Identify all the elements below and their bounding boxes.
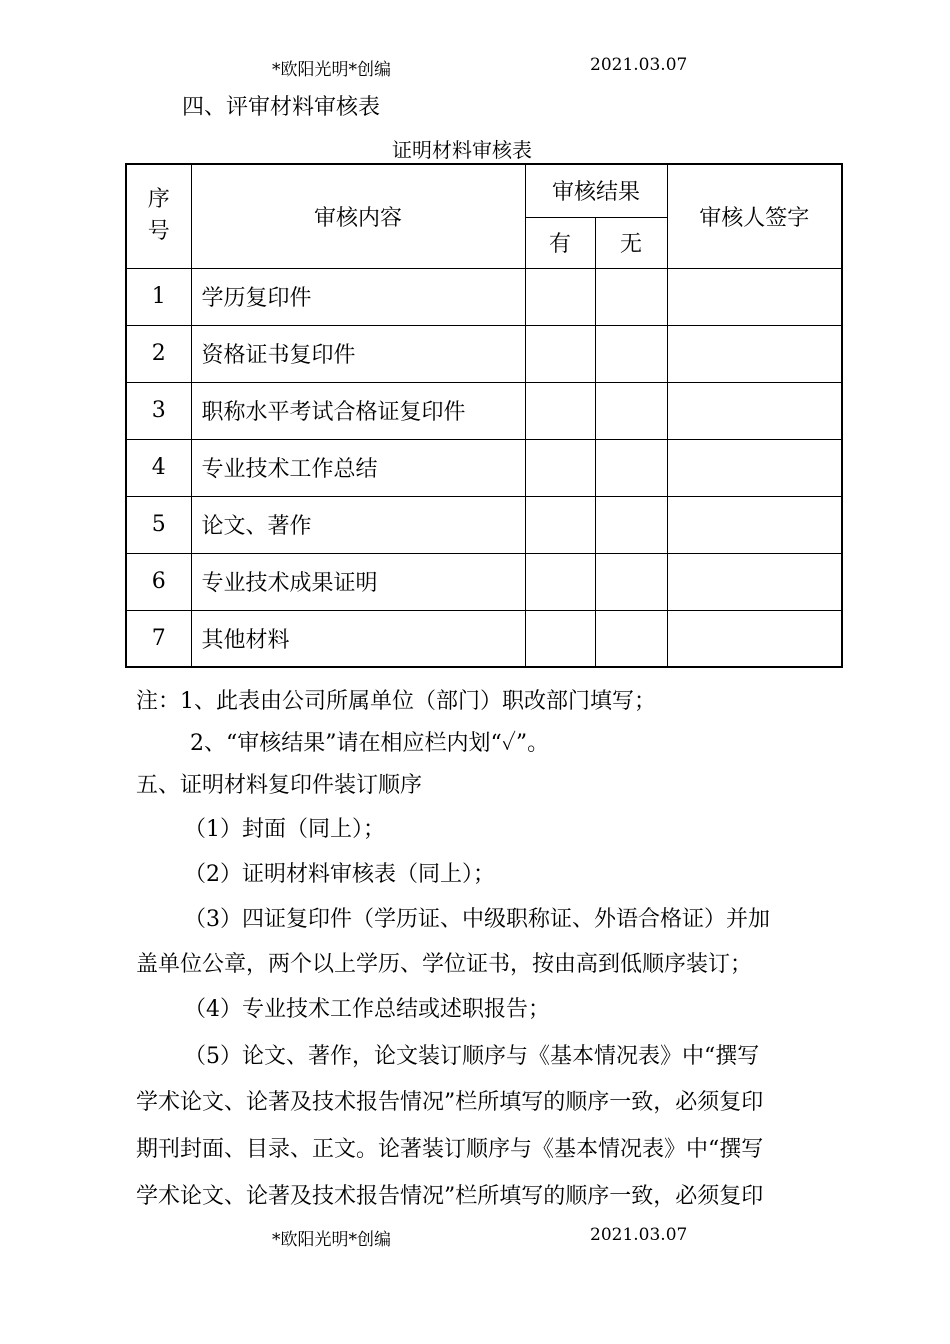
table-row: [126, 382, 842, 439]
row-yes-cell[interactable]: [525, 496, 595, 553]
row-yes-cell[interactable]: [525, 439, 595, 496]
row-content: 专业技术成果证明: [191, 553, 525, 610]
row-no-cell[interactable]: [595, 382, 667, 439]
section5-item-5-line2: 学术论文、论著及技术报告情况”栏所填写的顺序一致，必须复印: [136, 1090, 764, 1115]
row-seq: 5: [126, 496, 191, 553]
row-signature-cell[interactable]: [667, 268, 842, 325]
row-content: 论文、著作: [191, 496, 525, 553]
row-yes-cell[interactable]: [525, 382, 595, 439]
table-row: [126, 496, 842, 553]
header-result: 审核结果: [525, 164, 667, 217]
row-signature-cell[interactable]: [667, 325, 842, 382]
row-yes-cell[interactable]: [525, 268, 595, 325]
table-row: [126, 268, 842, 325]
section5-item-4: （4）专业技术工作总结或述职报告；: [184, 997, 550, 1022]
row-yes-cell[interactable]: [525, 553, 595, 610]
row-seq: 3: [126, 382, 191, 439]
section5-item-5-line3: 期刊封面、目录、正文。论著装订顺序与《基本情况表》中“撰写: [136, 1137, 764, 1162]
table-row: [126, 439, 842, 496]
footer-date: 2021.03.07: [590, 1225, 688, 1245]
row-signature-cell[interactable]: [667, 610, 842, 667]
section5-heading: 五、证明材料复印件装订顺序: [136, 773, 423, 798]
row-signature-cell[interactable]: [667, 496, 842, 553]
row-yes-cell[interactable]: [525, 325, 595, 382]
header-signature: 审核人签字: [667, 164, 842, 268]
row-content: 职称水平考试合格证复印件: [191, 382, 525, 439]
note-2: 2、“审核结果”请在相应栏内划“✓”。: [190, 731, 550, 756]
row-no-cell[interactable]: [595, 553, 667, 610]
header-date: 2021.03.07: [590, 55, 688, 75]
row-content: 学历复印件: [191, 268, 525, 325]
note-1: 注：1、此表由公司所属单位（部门）职改部门填写；: [136, 689, 656, 714]
section5-item-3-line2: 盖单位公章，两个以上学历、学位证书，按由高到低顺序装订；: [136, 952, 753, 977]
row-no-cell[interactable]: [595, 610, 667, 667]
row-seq: 4: [126, 439, 191, 496]
header-no: 无: [595, 217, 667, 268]
header-seq-line1: 序: [147, 187, 170, 213]
row-seq: 2: [126, 325, 191, 382]
row-content: 专业技术工作总结: [191, 439, 525, 496]
row-signature-cell[interactable]: [667, 382, 842, 439]
review-table: [125, 163, 843, 668]
row-no-cell[interactable]: [595, 439, 667, 496]
section5-item-5-line4: 学术论文、论著及技术报告情况”栏所填写的顺序一致，必须复印: [136, 1184, 764, 1209]
row-seq: 1: [126, 268, 191, 325]
table-header-row: [126, 164, 842, 217]
row-content: 其他材料: [191, 610, 525, 667]
section5-item-3-line1: （3）四证复印件（学历证、中级职称证、外语合格证）并加: [184, 907, 770, 932]
row-signature-cell[interactable]: [667, 553, 842, 610]
row-signature-cell[interactable]: [667, 439, 842, 496]
row-no-cell[interactable]: [595, 325, 667, 382]
table-row: [126, 610, 842, 667]
header-seq: [126, 164, 191, 268]
table-title: 证明材料审核表: [392, 138, 532, 162]
section5-item-5-line1: （5）论文、著作，论文装订顺序与《基本情况表》中“撰写: [184, 1044, 760, 1069]
header-author: *欧阳光明*创编: [272, 60, 391, 80]
row-no-cell[interactable]: [595, 496, 667, 553]
section5-item-2: （2）证明材料审核表（同上）；: [184, 862, 495, 887]
row-seq: 6: [126, 553, 191, 610]
table-row: [126, 553, 842, 610]
footer-author: *欧阳光明*创编: [272, 1230, 391, 1250]
table-row: [126, 325, 842, 382]
row-content: 资格证书复印件: [191, 325, 525, 382]
header-seq-line2: 号: [147, 219, 170, 245]
row-no-cell[interactable]: [595, 268, 667, 325]
section5-item-1: （1）封面（同上）；: [184, 817, 385, 842]
row-yes-cell[interactable]: [525, 610, 595, 667]
header-yes: 有: [525, 217, 595, 268]
row-seq: 7: [126, 610, 191, 667]
header-content: 审核内容: [191, 164, 525, 268]
section4-heading: 四、评审材料审核表: [182, 95, 381, 120]
